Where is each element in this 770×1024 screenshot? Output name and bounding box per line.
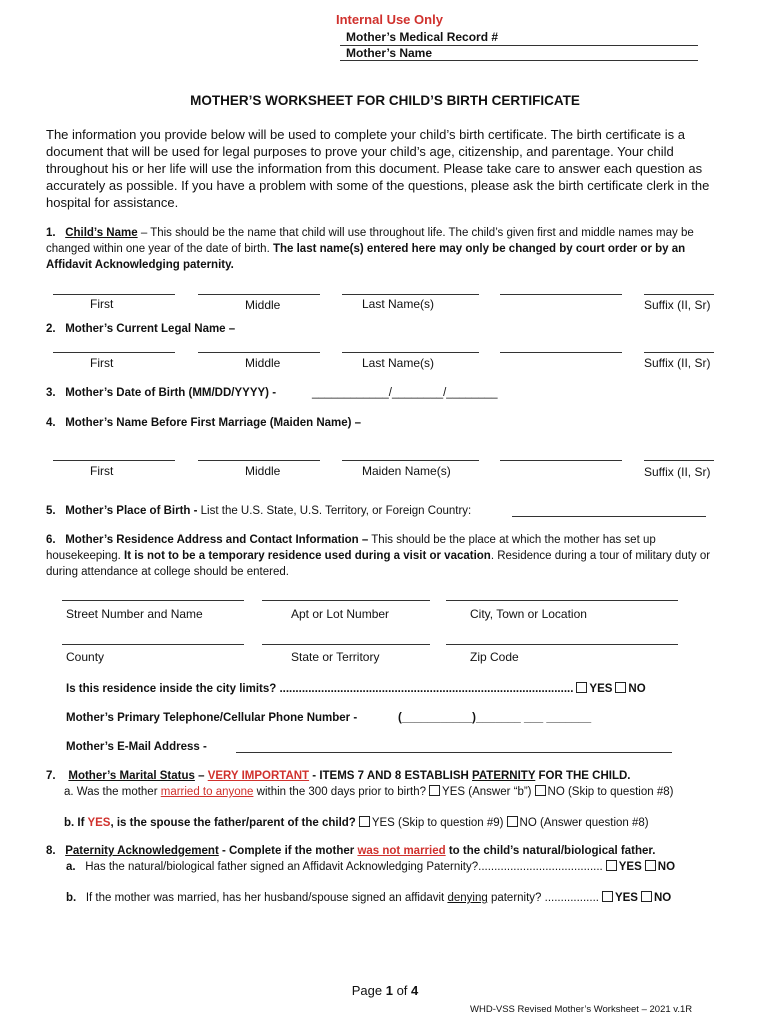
q8-red: was not married — [357, 845, 446, 857]
county-field[interactable] — [62, 644, 244, 645]
q7-important: VERY IMPORTANT — [207, 770, 310, 782]
q7b-bold: , is the spouse the father/parent of the child? — [110, 817, 356, 829]
label-middle: Middle — [245, 356, 281, 370]
q6-text — [46, 532, 716, 580]
label-suffix: Suffix (II, Sr) — [644, 298, 711, 312]
page-current: 1 — [385, 983, 393, 998]
q8b-row — [66, 890, 671, 906]
label-first: First — [90, 464, 114, 478]
q1-num: 1. — [46, 227, 56, 239]
q7b-pre: b. If — [64, 817, 88, 829]
label-county: County — [66, 650, 105, 664]
q3-num: 3. — [46, 387, 56, 399]
q8-bold2: to the child’s natural/biological father. — [445, 845, 656, 857]
email-label: Mother’s E-Mail Address - — [66, 741, 207, 753]
label-suffix: Suffix (II, Sr) — [644, 465, 711, 479]
place-of-birth-field[interactable] — [512, 516, 706, 517]
q3-label: Mother’s Date of Birth (MM/DD/YYYY) - — [65, 387, 277, 399]
label-state: State or Territory — [291, 650, 380, 664]
q7a-yes-checkbox[interactable] — [429, 785, 440, 796]
q7a-post: within the 300 days prior to birth? — [253, 786, 427, 798]
q4-text — [46, 415, 361, 431]
q7b-no-checkbox[interactable] — [507, 816, 518, 827]
q7b-yes-red: YES — [87, 817, 111, 829]
email-field[interactable] — [236, 752, 672, 753]
mothers-name-field[interactable] — [340, 60, 698, 61]
q7-num: 7. — [46, 770, 56, 782]
q7a-no-label: NO (Skip to question #8) — [547, 786, 674, 798]
mother-first-field[interactable] — [53, 352, 175, 353]
intro-paragraph: The information you provide below will be used to complete your child’s birth certificate. The birth certificate is a document that will be used for legal purposes to prove your child’s age, citizenship, and parentage. Your child throughout his or her life will use the information from this document. Please take care to answer each question as accurately as possible. If you have a problem with some of the questions, please ask the birth certificate clerk in the hospital for assistance. — [46, 127, 710, 210]
q7-title-row — [46, 768, 631, 784]
maiden-middle-field[interactable] — [198, 460, 320, 461]
q8a-row — [66, 859, 675, 875]
maiden-last-field[interactable] — [342, 460, 479, 461]
q7a-yes-label: YES (Answer “b”) — [442, 786, 532, 798]
revision-note: WHD-VSS Revised Mother’s Worksheet – 2021 v.1R — [470, 1004, 693, 1015]
label-middle: Middle — [245, 298, 281, 312]
q7a-row — [64, 784, 673, 800]
child-first-field[interactable] — [53, 294, 175, 295]
q8-bold1: - Complete if the mother — [218, 845, 358, 857]
child-extra-field[interactable] — [500, 294, 622, 295]
label-zip: Zip Code — [470, 650, 519, 664]
q7a-no-checkbox[interactable] — [535, 785, 546, 796]
q8b-no-checkbox[interactable] — [641, 891, 652, 902]
q7-title: Mother’s Marital Status — [68, 770, 195, 782]
q8a-label: a. — [66, 861, 76, 873]
state-field[interactable] — [262, 644, 430, 645]
q8b-yes-checkbox[interactable] — [602, 891, 613, 902]
city-limits-yes-checkbox[interactable] — [576, 682, 587, 693]
q8b-yes-label: YES — [614, 892, 638, 904]
q8b-pre: If the mother was married, has her husband/spouse signed an affidavit — [85, 892, 448, 904]
q8b-no-label: NO — [653, 892, 672, 904]
label-city: City, Town or Location — [470, 607, 587, 621]
apt-field[interactable] — [262, 600, 430, 601]
q2-num: 2. — [46, 323, 56, 335]
q7-paternity: PATERNITY — [472, 770, 536, 782]
q4-num: 4. — [46, 417, 56, 429]
page-pre: Page — [351, 983, 386, 998]
q6-desc2: . Residence during a tour of military duty or during attendance at college should be entered. — [46, 550, 711, 578]
q5-label: Mother’s Place of Birth - — [65, 505, 201, 517]
q7-rest2: FOR THE CHILD. — [535, 770, 631, 782]
q6-title: Mother’s Residence Address and Contact Information – — [65, 534, 369, 546]
label-apt: Apt or Lot Number — [291, 607, 390, 621]
mother-suffix-field[interactable] — [644, 352, 714, 353]
q6-desc1: This should be the place at which the mother has set up housekeeping. — [46, 534, 656, 562]
phone-field[interactable]: (___________)_______ ___ _______ — [398, 712, 592, 724]
label-first: First — [90, 297, 114, 311]
q8-title: Paternity Acknowledgement — [65, 845, 219, 857]
q8b-label: b. — [66, 892, 77, 904]
page-total: 4 — [411, 983, 419, 998]
q5-desc: List the U.S. State, U.S. Territory, or Foreign Country: — [200, 505, 472, 517]
page-title: MOTHER’S WORKSHEET FOR CHILD’S BIRTH CERTIFICATE — [190, 93, 580, 108]
q6-num: 6. — [46, 534, 56, 546]
q8b-denying: denying — [447, 892, 488, 904]
label-last: Last Name(s) — [362, 356, 435, 370]
q7-rest1: - ITEMS 7 AND 8 ESTABLISH — [309, 770, 473, 782]
q7b-row — [64, 815, 649, 831]
city-limits-question: Is this residence inside the city limits? ............................................................................................ — [66, 683, 574, 695]
city-limits-yes-label: YES — [589, 683, 613, 695]
city-limits-no-label: NO — [628, 683, 646, 695]
street-field[interactable] — [62, 600, 244, 601]
mothers-name-label: Mother’s Name — [346, 46, 433, 60]
q2-label: Mother’s Current Legal Name – — [65, 323, 236, 335]
q7b-no-label: NO (Answer question #8) — [519, 817, 649, 829]
city-limits-no-checkbox[interactable] — [615, 682, 626, 693]
q8-title-row — [46, 843, 655, 859]
q7b-yes-label: YES (Skip to question #9) — [371, 817, 504, 829]
q7a-pre: a. Was the mother — [64, 786, 161, 798]
label-maiden: Maiden Name(s) — [362, 464, 451, 478]
child-last-field[interactable] — [342, 294, 479, 295]
q8a-yes-label: YES — [618, 861, 642, 873]
medical-record-label: Mother’s Medical Record # — [346, 30, 499, 44]
child-middle-field[interactable] — [198, 294, 320, 295]
q2-text — [46, 321, 235, 337]
q8a-text: Has the natural/biological father signed an Affidavit Acknowledging Paternity?....................................... — [85, 861, 603, 873]
q5-num: 5. — [46, 505, 56, 517]
q7-dash: – — [194, 770, 208, 782]
label-first: First — [90, 356, 114, 370]
q1-bold: The last name(s) entered here may only be changed by court order or by an Affidavit Acknowledging paternity. — [46, 243, 686, 271]
q7b-yes-checkbox[interactable] — [359, 816, 370, 827]
q8a-no-checkbox[interactable] — [645, 860, 656, 871]
zip-field[interactable] — [446, 644, 678, 645]
label-suffix: Suffix (II, Sr) — [644, 356, 711, 370]
q5-text — [46, 503, 471, 519]
q8a-no-label: NO — [657, 861, 676, 873]
dob-field[interactable]: ____________/________/________ — [312, 387, 498, 399]
maiden-suffix-field[interactable] — [644, 460, 714, 461]
q1-desc: – This should be the name that child will use throughout life. The child’s given first and middle names may be changed within one year of the date of birth. — [46, 227, 694, 255]
q8b-post: paternity? ................. — [487, 892, 599, 904]
q1-text — [46, 225, 716, 273]
q3-text — [46, 385, 276, 401]
page-number — [0, 983, 770, 998]
phone-label: Mother’s Primary Telephone/Cellular Phone Number - — [66, 712, 358, 724]
q8-num: 8. — [46, 845, 56, 857]
q4-label: Mother’s Name Before First Marriage (Maiden Name) – — [65, 417, 362, 429]
label-middle: Middle — [245, 464, 281, 478]
child-suffix-field[interactable] — [644, 294, 714, 295]
label-last: Last Name(s) — [362, 297, 435, 311]
page-mid: of — [392, 983, 412, 998]
q8a-yes-checkbox[interactable] — [606, 860, 617, 871]
q7a-red: married to anyone — [160, 786, 254, 798]
city-limits-row — [66, 681, 716, 697]
q1-title: Child’s Name — [65, 227, 138, 239]
internal-use-label: Internal Use Only — [336, 12, 443, 27]
maiden-first-field[interactable] — [53, 460, 175, 461]
q6-bold2: It is not to be a temporary residence used during a visit or vacation — [124, 550, 491, 562]
mother-extra-field[interactable] — [500, 352, 622, 353]
city-field[interactable] — [446, 600, 678, 601]
label-street: Street Number and Name — [66, 607, 203, 621]
mother-middle-field[interactable] — [198, 352, 320, 353]
maiden-extra-field[interactable] — [500, 460, 622, 461]
mother-last-field[interactable] — [342, 352, 479, 353]
